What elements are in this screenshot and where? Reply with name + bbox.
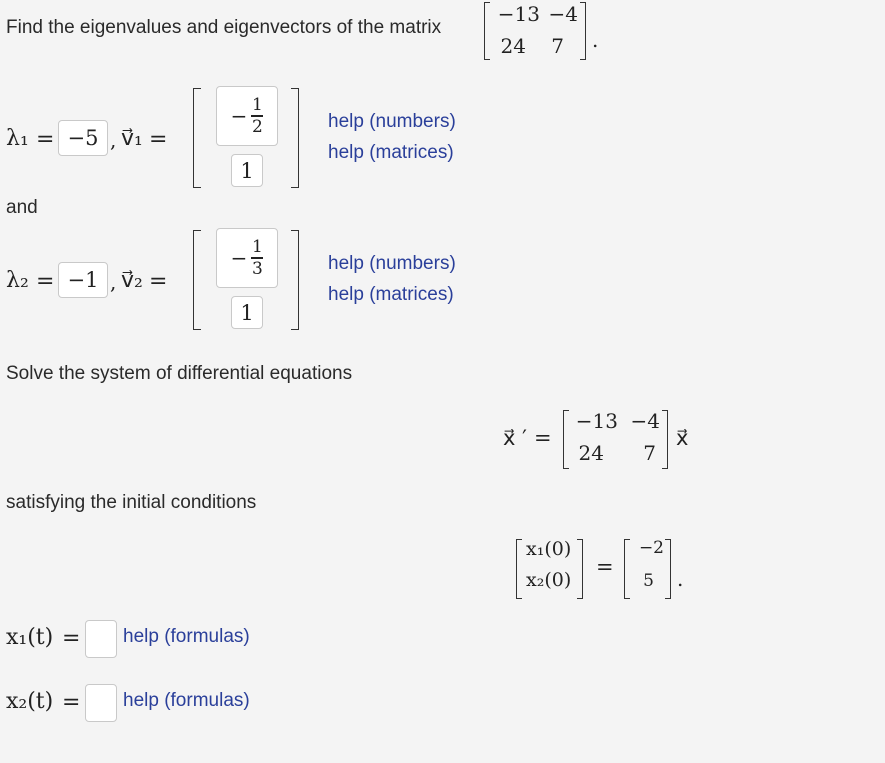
right-bracket: [291, 230, 299, 330]
problem-intro: Find the eigenvalues and eigenvectors of the matrix: [6, 17, 442, 38]
help-numbers-link[interactable]: help (numbers): [328, 253, 456, 274]
right-bracket: [577, 539, 583, 599]
x2-answer-input[interactable]: [85, 684, 117, 722]
matrix-cell: 24: [500, 34, 526, 58]
system-intro: Solve the system of differential equations: [6, 363, 353, 384]
lambda2-label: λ₂: [6, 268, 29, 293]
help-numbers-link[interactable]: help (numbers): [328, 111, 456, 132]
x1-initial-label: x₁(0): [526, 538, 572, 560]
help-formulas-link[interactable]: help (formulas): [123, 690, 250, 711]
v1-label: v⃗₁: [121, 126, 143, 151]
and-text: and: [6, 197, 38, 218]
right-bracket: [662, 410, 668, 469]
equals-sign: =: [149, 269, 168, 294]
v2-label: v⃗₂: [121, 268, 143, 293]
initial-intro: satisfying the initial conditions: [6, 492, 257, 513]
problem-matrix: [484, 2, 604, 60]
numerator: 1: [251, 237, 263, 258]
equals-sign: =: [36, 269, 55, 294]
right-bracket: [291, 88, 299, 188]
right-bracket: [665, 539, 671, 599]
lambda1-label: λ₁: [6, 126, 29, 151]
fraction: [251, 96, 263, 135]
x-vector-label: x⃗: [676, 426, 689, 450]
help-matrices-link[interactable]: help (matrices): [328, 142, 454, 163]
v2-component-2-input[interactable]: 1: [231, 296, 263, 329]
numerator: 1: [251, 95, 263, 116]
denominator: 3: [251, 258, 263, 279]
equals-sign: =: [596, 555, 614, 579]
fraction: [251, 238, 263, 277]
lambda1-input[interactable]: −5: [58, 120, 108, 156]
left-bracket: [484, 2, 490, 60]
equals-sign: =: [62, 690, 81, 715]
left-bracket: [193, 230, 201, 330]
v1-component-1-input[interactable]: [216, 86, 278, 146]
x2-t-label: x₂(t): [6, 689, 54, 714]
matrix-cell: 24: [578, 441, 604, 465]
equals-sign: =: [149, 127, 168, 152]
help-formulas-link[interactable]: help (formulas): [123, 626, 250, 647]
equals-sign: =: [534, 426, 552, 450]
x2-initial-label: x₂(0): [526, 569, 572, 591]
matrix-cell: −4: [630, 409, 660, 433]
v2-component-1-input[interactable]: [216, 228, 278, 288]
initial-value: −2: [638, 538, 664, 558]
matrix-cell: −4: [548, 2, 578, 26]
x1-t-label: x₁(t): [6, 625, 54, 650]
minus-sign: −: [230, 104, 248, 128]
x1-answer-input[interactable]: [85, 620, 117, 658]
denominator: 2: [251, 116, 263, 137]
matrix-cell: −13: [497, 2, 540, 26]
period: .: [677, 567, 684, 591]
left-bracket: [624, 539, 630, 599]
comma: ,: [110, 128, 117, 152]
left-bracket: [516, 539, 522, 599]
equals-sign: =: [62, 626, 81, 651]
lambda2-input[interactable]: −1: [58, 262, 108, 298]
v1-component-2-input[interactable]: 1: [231, 154, 263, 187]
right-bracket: [580, 2, 586, 60]
initial-value: 5: [643, 571, 654, 591]
equals-sign: =: [36, 127, 55, 152]
help-matrices-link[interactable]: help (matrices): [328, 284, 454, 305]
matrix-cell: −13: [575, 409, 618, 433]
left-bracket: [563, 410, 569, 469]
comma: ,: [110, 270, 117, 294]
x-prime-label: x⃗ ′: [503, 426, 527, 450]
matrix-cell: 7: [643, 441, 656, 465]
period: .: [592, 28, 599, 52]
left-bracket: [193, 88, 201, 188]
matrix-cell: 7: [551, 34, 564, 58]
minus-sign: −: [230, 246, 248, 270]
